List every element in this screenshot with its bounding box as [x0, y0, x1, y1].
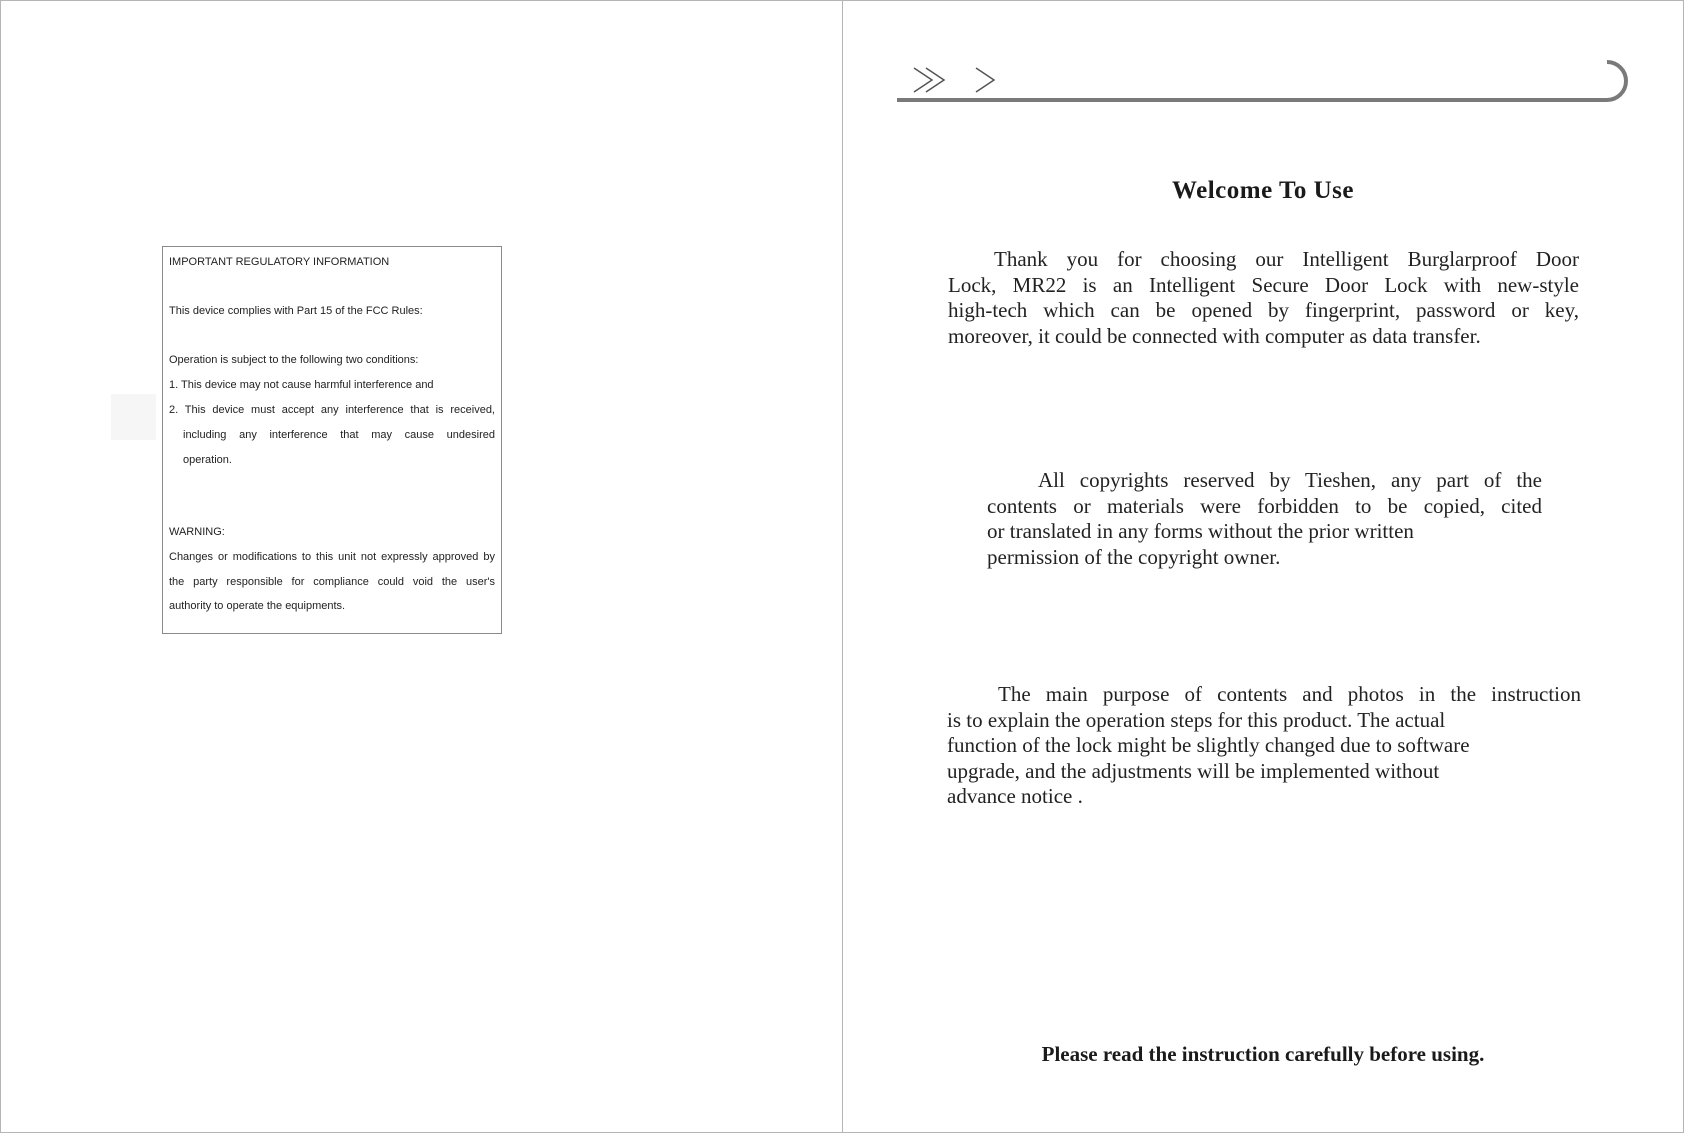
purpose-paragraph: [947, 682, 1581, 810]
fcc-warning-line-1: Changes or modifications to this unit not expressly approved by: [169, 551, 495, 563]
double-chevron-right-icon: [914, 68, 994, 92]
copyright-line: contents or materials were forbidden to be copied, cited: [987, 493, 1542, 518]
fcc-condition-2-line-3: operation.: [183, 454, 232, 466]
fcc-condition-2-line-2: including any interference that may cause undesired: [183, 429, 495, 441]
copyright-paragraph: [987, 468, 1542, 570]
page-title: Welcome To Use: [1172, 177, 1354, 204]
copyright-line: or translated in any forms without the prior written: [987, 519, 1414, 543]
faint-scan-mark: [111, 394, 156, 440]
fcc-warning-line-3: authority to operate the equipments.: [169, 600, 346, 612]
intro-line: Lock, MR22 is an Intelligent Secure Door Lock with new-style: [948, 272, 1579, 297]
fcc-condition-1: 1. This device may not cause harmful interference and: [169, 379, 434, 391]
intro-line: moreover, it could be connected with computer as data transfer.: [948, 323, 1481, 348]
purpose-line: The main purpose of contents and photos in the instruction: [998, 682, 1581, 706]
purpose-line: upgrade, and the adjustments will be implemented without: [947, 758, 1440, 783]
intro-paragraph: [948, 247, 1579, 349]
fcc-warning-label: WARNING:: [169, 526, 225, 538]
fcc-condition-2-line-1: 2. This device must accept any interference that is received,: [169, 404, 495, 416]
header-decoration: [895, 60, 1635, 110]
purpose-line: is to explain the operation steps for this product. The actual: [947, 707, 1446, 732]
fcc-compliance: This device complies with Part 15 of the FCC Rules:: [169, 305, 423, 317]
intro-line: high-tech which can be opened by fingerprint, password or key,: [948, 298, 1579, 322]
copyright-line: All copyrights reserved by Tieshen, any part of the: [1038, 468, 1542, 492]
fcc-warning-line-2: the party responsible for compliance could void the user's: [169, 576, 495, 588]
copyright-line: permission of the copyright owner.: [987, 544, 1281, 569]
purpose-line: function of the lock might be slightly changed due to software: [947, 733, 1470, 757]
closing-note: Please read the instruction carefully before using.: [1041, 1042, 1485, 1066]
fcc-regulatory-box: [162, 246, 502, 634]
purpose-line: advance notice .: [947, 784, 1083, 808]
intro-line: Thank you for choosing our Intelligent Burglarproof Door: [994, 247, 1579, 271]
fcc-heading: IMPORTANT REGULATORY INFORMATION: [169, 256, 390, 268]
fcc-conditions-intro: Operation is subject to the following two conditions:: [169, 354, 419, 366]
header-rule: [897, 62, 1626, 100]
